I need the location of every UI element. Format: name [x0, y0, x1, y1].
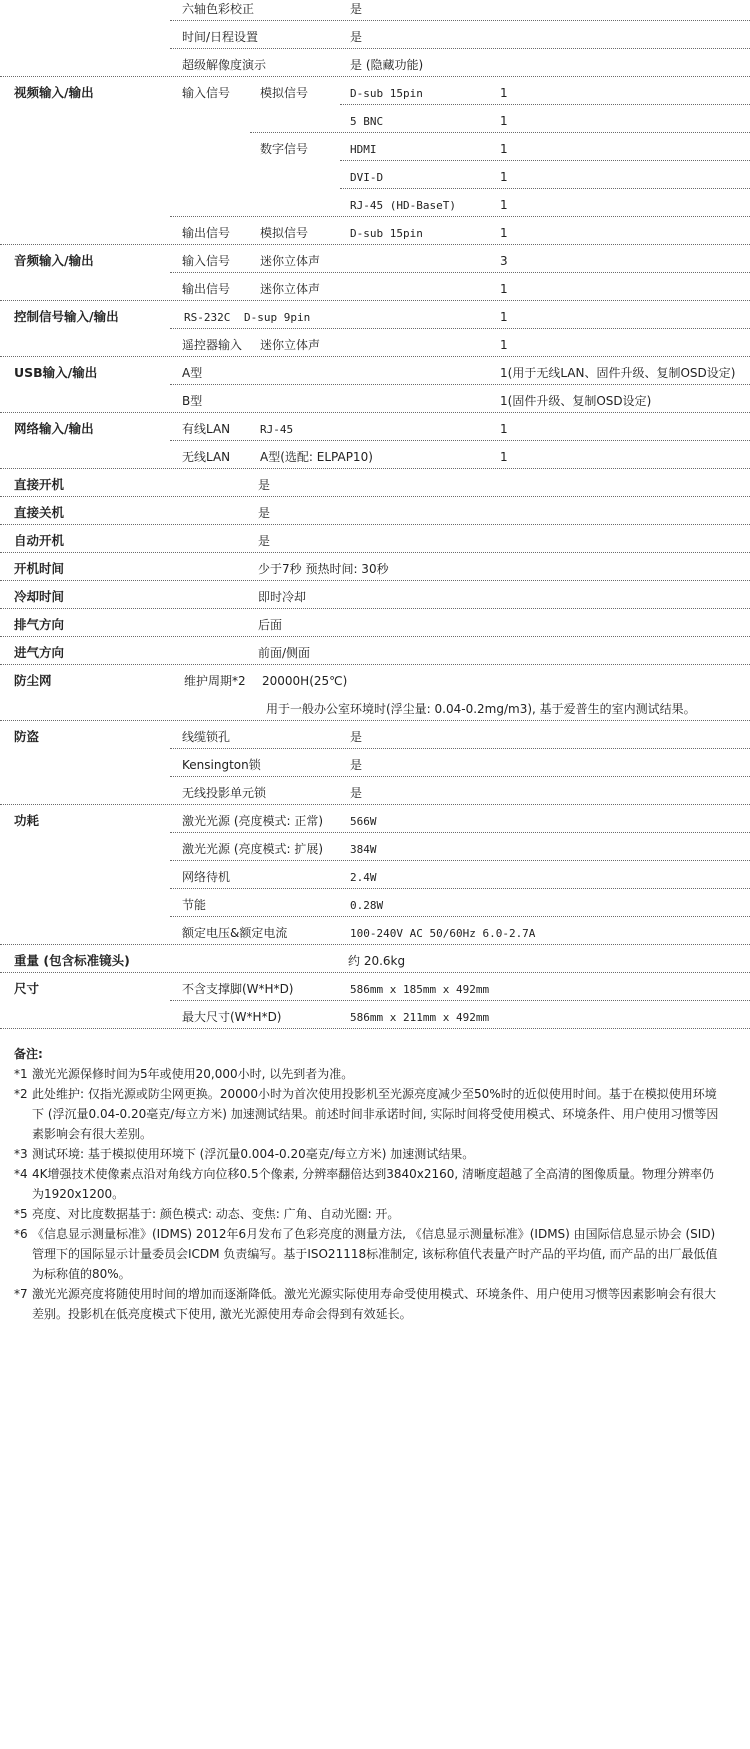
- filter-label: 维护周期*2: [184, 674, 246, 688]
- exhaust-value: 后面: [258, 618, 283, 632]
- section-title-filter: 防尘网: [14, 673, 52, 688]
- video-digital-label: 数字信号: [260, 142, 309, 156]
- footnote-text: 激光光源亮度将随使用时间的增加而逐渐降低。激光光源实际使用寿命受使用模式、环境条件、用户使用习惯等因素影响会有很大差别。投影机在低亮度模式下使用, 激光光源使用寿命会得到有效延长。: [32, 1287, 717, 1321]
- cooldown-value: 即时冷却: [258, 590, 307, 604]
- audio-output-type: 迷你立体声: [260, 282, 321, 296]
- divider: [250, 132, 750, 133]
- section-divider: [0, 468, 750, 469]
- direct-on-value: 是: [258, 478, 271, 492]
- divider: [170, 916, 750, 917]
- section-divider: [0, 804, 750, 805]
- control-rs-type: D-sup 9pin: [244, 311, 311, 324]
- network-wireless-type: A型(选配: ELPAP10): [260, 450, 373, 464]
- spec-label: 超级解像度演示: [182, 58, 267, 72]
- section-divider: [0, 496, 750, 497]
- section-title-usb: USB输入/输出: [14, 365, 98, 380]
- section-divider: [0, 608, 750, 609]
- spec-value: 是: [350, 2, 363, 16]
- power-value: 384W: [350, 843, 377, 856]
- footnotes: [14, 1044, 720, 1324]
- section-divider: [0, 944, 750, 945]
- footnote-key: *3: [14, 1147, 28, 1161]
- direct-off-value: 是: [258, 506, 271, 520]
- control-rs-count: 1: [500, 310, 508, 324]
- divider: [340, 188, 750, 189]
- section-title-boot-time: 开机时间: [14, 561, 65, 576]
- control-remote-label: 遥控器输入: [182, 338, 243, 352]
- video-port-name: RJ-45 (HD-BaseT): [350, 199, 456, 212]
- filter-note: 用于一般办公室环境时(浮尘量: 0.04-0.2mg/m3), 基于爱普生的室内测试结果。: [266, 702, 696, 716]
- security-value: 是: [350, 786, 363, 800]
- video-port-count: 1: [500, 170, 508, 184]
- section-divider: [0, 636, 750, 637]
- power-label: 额定电压&额定电流: [182, 926, 288, 940]
- network-wired-label: 有线LAN: [182, 422, 231, 436]
- section-title-direct-on: 直接开机: [14, 477, 65, 492]
- power-label: 节能: [182, 898, 207, 912]
- divider: [170, 48, 750, 49]
- video-port-name: D-sub 15pin: [350, 87, 423, 100]
- footnote-text: 激光光源保修时间为5年或使用20,000小时, 以先到者为准。: [32, 1067, 354, 1081]
- section-title-audio: 音频输入/输出: [14, 253, 94, 268]
- network-wired-count: 1: [500, 422, 508, 436]
- section-title-control: 控制信号输入/输出: [14, 309, 119, 324]
- usb-b-value: 1(固件升级、复制OSD设定): [500, 394, 652, 408]
- section-divider: [0, 412, 750, 413]
- intake-value: 前面/侧面: [258, 646, 311, 660]
- section-divider: [0, 972, 750, 973]
- video-out-analog-label: 模拟信号: [260, 226, 309, 240]
- divider: [340, 104, 750, 105]
- footnote-text: 4K增强技术使像素点沿对角线方向位移0.5个像素, 分辨率翻倍达到3840x2160, 清晰度超越了全高清的图像质量。物理分辨率仍为1920x1200。: [32, 1167, 715, 1201]
- spec-label: 六轴色彩校正: [182, 2, 255, 16]
- section-title-exhaust: 排气方向: [14, 617, 65, 632]
- auto-on-value: 是: [258, 534, 271, 548]
- footnote-text: 《信息显示测量标准》(IDMS) 2012年6月发布了色彩亮度的测量方法, 《信息显示测量标准》(IDMS) 由国际信息显示协会 (SID) 管理下的国际显示计量委员会ICDM 负责编写。基于ISO21118标准制定, 该标称值代表量产时产品的平均值, 而产品的出厂最低值为标称值的80%。: [32, 1227, 718, 1281]
- section-title-intake: 进气方向: [14, 645, 65, 660]
- section-divider: [0, 524, 750, 525]
- footnote-key: *7: [14, 1287, 28, 1301]
- footnote-key: *2: [14, 1087, 28, 1101]
- security-label: 无线投影单元锁: [182, 786, 267, 800]
- video-out-port: D-sub 15pin: [350, 227, 423, 240]
- boot-time-value: 少于7秒 预热时间: 30秒: [258, 562, 389, 576]
- spec-label: 时间/日程设置: [182, 30, 259, 44]
- video-port-name: HDMI: [350, 143, 377, 156]
- control-rs-label: RS-232C: [184, 311, 231, 324]
- audio-output-count: 1: [500, 282, 508, 296]
- divider: [170, 1000, 750, 1001]
- footnote: [14, 1144, 720, 1164]
- video-port-count: 1: [500, 86, 508, 100]
- video-output-label: 输出信号: [182, 226, 231, 240]
- section-divider: [0, 300, 750, 301]
- power-value: 0.28W: [350, 899, 384, 912]
- video-port-name: 5 BNC: [350, 115, 384, 128]
- section-title-network: 网络输入/输出: [14, 421, 94, 436]
- power-label: 网络待机: [182, 870, 231, 884]
- power-value: 2.4W: [350, 871, 377, 884]
- section-title-weight: 重量 (包含标准镜头): [14, 953, 130, 968]
- footnote-text: 亮度、对比度数据基于: 颜色模式: 动态、变焦: 广角、自动光圈: 开。: [32, 1207, 400, 1221]
- divider: [170, 888, 750, 889]
- audio-input-type: 迷你立体声: [260, 254, 321, 268]
- divider: [170, 860, 750, 861]
- footnote-key: *1: [14, 1067, 28, 1081]
- footnote-text: 此处维护: 仅指光源或防尘网更换。20000小时为首次使用投影机至光源亮度减少至50%时的近似使用时间。基于在模拟使用环境下 (浮沉量0.04-0.20毫克/每立方米) 加速测试结果。前述时间非承诺时间, 实际时间将受使用模式、环境条件、用户使用习惯等因素影响会有很大差别。: [32, 1087, 719, 1141]
- divider: [170, 832, 750, 833]
- section-divider: [0, 76, 750, 77]
- audio-output-label: 输出信号: [182, 282, 231, 296]
- section-title-cooldown: 冷却时间: [14, 589, 65, 604]
- divider: [170, 20, 750, 21]
- security-value: 是: [350, 730, 363, 744]
- security-value: 是: [350, 758, 363, 772]
- footnote: [14, 1224, 720, 1284]
- section-divider: [0, 580, 750, 581]
- size-label: 不含支撑脚(W*H*D): [182, 982, 294, 996]
- video-analog-label: 模拟信号: [260, 86, 309, 100]
- size-label: 最大尺寸(W*H*D): [182, 1010, 282, 1024]
- usb-a-value: 1(用于无线LAN、固件升级、复制OSD设定): [500, 366, 736, 380]
- spec-value: 是 (隐藏功能): [350, 58, 424, 72]
- video-out-count: 1: [500, 226, 508, 240]
- section-divider: [0, 356, 750, 357]
- security-label: 线缆锁孔: [182, 730, 231, 744]
- divider: [170, 328, 750, 329]
- section-title-auto-on: 自动开机: [14, 533, 65, 548]
- divider: [170, 216, 750, 217]
- video-port-count: 1: [500, 114, 508, 128]
- footnote-key: *6: [14, 1227, 28, 1241]
- section-title-security: 防盗: [14, 729, 40, 744]
- divider: [170, 384, 750, 385]
- power-label: 激光光源 (亮度模式: 扩展): [182, 842, 324, 856]
- video-input-label: 输入信号: [182, 86, 231, 100]
- size-value: 586mm x 185mm x 492mm: [350, 983, 490, 996]
- spec-value: 是: [350, 30, 363, 44]
- footnote: [14, 1084, 720, 1144]
- section-divider: [0, 244, 750, 245]
- control-remote-count: 1: [500, 338, 508, 352]
- footnote-text: 测试环境: 基于模拟使用环境下 (浮沉量0.004-0.20毫克/每立方米) 加速测试结果。: [32, 1147, 475, 1161]
- video-port-count: 1: [500, 198, 508, 212]
- power-value: 100-240V AC 50/60Hz 6.0-2.7A: [350, 927, 536, 940]
- footnote-key: *4: [14, 1167, 28, 1181]
- section-divider: [0, 1028, 750, 1029]
- security-label: Kensington锁: [182, 758, 261, 772]
- power-label: 激光光源 (亮度模式: 正常): [182, 814, 324, 828]
- footnote: [14, 1204, 720, 1224]
- divider: [340, 160, 750, 161]
- usb-a-label: A型: [182, 366, 203, 380]
- network-wired-type: RJ-45: [260, 423, 294, 436]
- section-title-direct-off: 直接关机: [14, 505, 65, 520]
- video-port-count: 1: [500, 142, 508, 156]
- weight-value: 约 20.6kg: [348, 954, 406, 968]
- audio-input-count: 3: [500, 254, 508, 268]
- network-wireless-count: 1: [500, 450, 508, 464]
- footnote-key: *5: [14, 1207, 28, 1221]
- footnote: [14, 1064, 720, 1084]
- divider: [170, 272, 750, 273]
- divider: [170, 440, 750, 441]
- size-value: 586mm x 211mm x 492mm: [350, 1011, 490, 1024]
- divider: [170, 776, 750, 777]
- section-divider: [0, 664, 750, 665]
- footnote: [14, 1284, 720, 1324]
- filter-value: 20000H(25℃): [262, 674, 348, 688]
- usb-b-label: B型: [182, 394, 203, 408]
- section-divider: [0, 720, 750, 721]
- section-divider: [0, 552, 750, 553]
- section-title-size: 尺寸: [14, 981, 40, 996]
- video-port-name: DVI-D: [350, 171, 384, 184]
- footnotes-title: 备注:: [14, 1047, 43, 1061]
- power-value: 566W: [350, 815, 377, 828]
- audio-input-label: 输入信号: [182, 254, 231, 268]
- footnote: [14, 1164, 720, 1204]
- section-title-video: 视频输入/输出: [14, 85, 94, 100]
- control-remote-type: 迷你立体声: [260, 338, 321, 352]
- network-wireless-label: 无线LAN: [182, 450, 231, 464]
- divider: [170, 748, 750, 749]
- section-title-power: 功耗: [14, 813, 40, 828]
